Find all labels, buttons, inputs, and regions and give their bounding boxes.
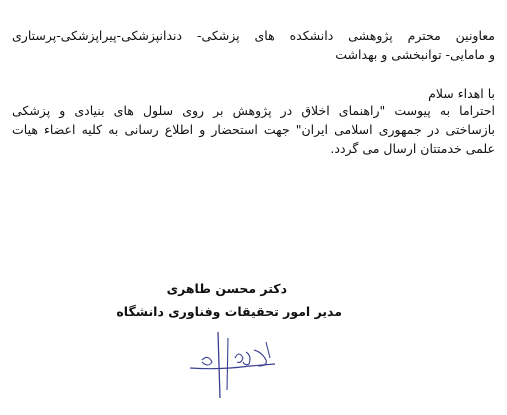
body-line-3: علمی خدمتتان ارسال می گردد. <box>330 141 495 156</box>
signer-name: دکتر محسن طاهری <box>166 281 287 296</box>
body-line-1: احتراما به پیوست "راهنمای اخلاق در پژوهش بر روی سلول های بنیادی و پزشکی <box>12 103 495 118</box>
signer-title: مدیر امور تحقیقات وفناوری دانشگاه <box>116 304 342 319</box>
handwritten-signature <box>180 330 280 400</box>
greeting: با اهداء سلام <box>428 86 495 101</box>
body-line-2: بازساختی در جمهوری اسلامی ایران" جهت استحضار و اطلاع رسانی به کلیه اعضاء هیات <box>12 122 495 137</box>
recipient-line-2: و مامایی- توانبخشی و بهداشت <box>335 47 495 62</box>
recipient-line-1: معاونین محترم پژوهشی دانشکده های پزشکی- دندانپزشکی-پیراپزشکی-پرستاری <box>12 28 495 43</box>
